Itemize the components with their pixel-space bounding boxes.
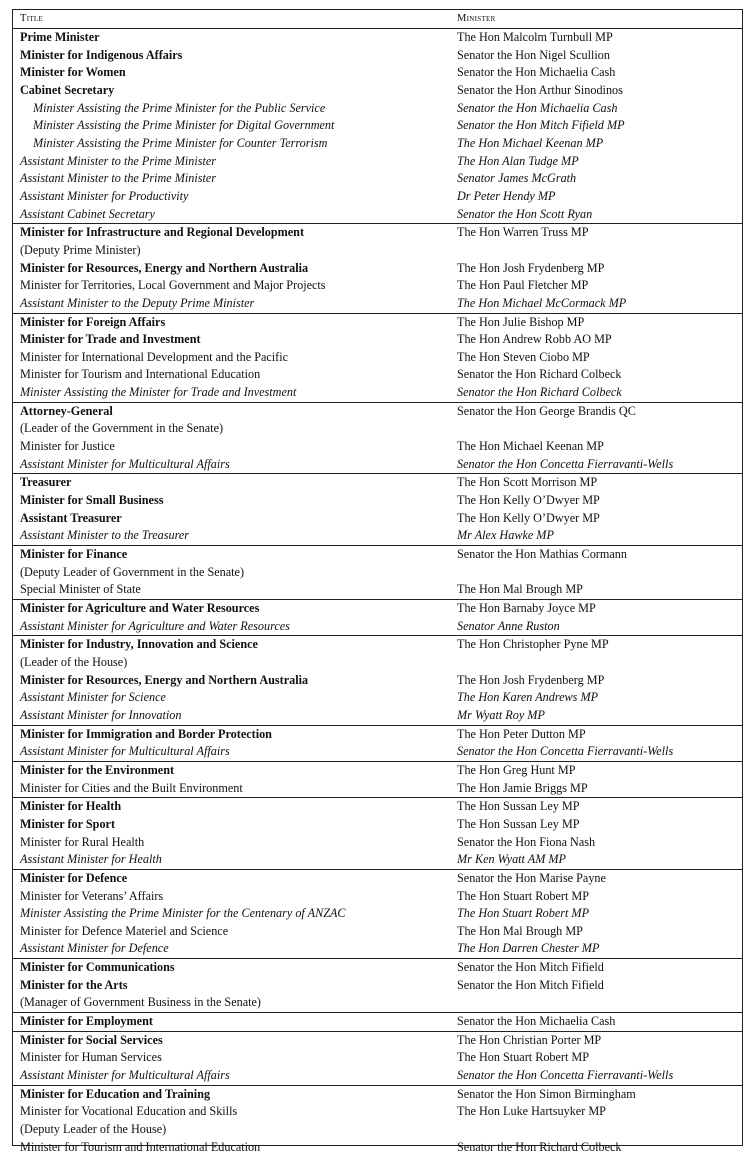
- minister-name: The Hon Michael Keenan MP: [450, 438, 742, 456]
- minister-name: The Hon Malcolm Turnbull MP: [450, 29, 742, 47]
- table-row: [13, 100, 742, 118]
- table-row: [13, 672, 742, 690]
- minister-name: The Hon Julie Bishop MP: [450, 313, 742, 331]
- position-title: Minister for Social Services: [13, 1031, 450, 1049]
- minister-name: Senator the Hon Richard Colbeck: [450, 366, 742, 384]
- table-row: [13, 707, 742, 725]
- minister-name: The Hon Sussan Ley MP: [450, 816, 742, 834]
- position-title: Minister for the Arts: [13, 977, 450, 995]
- minister-name: Senator the Hon Fiona Nash: [450, 834, 742, 852]
- position-title: Minister for Health: [13, 798, 450, 816]
- table-row: [13, 1103, 742, 1121]
- position-title: Assistant Minister for Productivity: [13, 188, 450, 206]
- minister-name: Senator the Hon Richard Colbeck: [450, 1139, 742, 1156]
- minister-name: Senator the Hon Mitch Fifield: [450, 977, 742, 995]
- position-title: Minister for Sport: [13, 816, 450, 834]
- position-title: Assistant Minister to the Prime Minister: [13, 170, 450, 188]
- table-row: [13, 618, 742, 636]
- table-row: [13, 349, 742, 367]
- position-title: Minister for Finance: [13, 546, 450, 564]
- position-title: (Manager of Government Business in the Senate): [13, 994, 450, 1012]
- minister-name: The Hon Mal Brough MP: [450, 923, 742, 941]
- minister-name: Senator the Hon George Brandis QC: [450, 402, 742, 420]
- table-row: [13, 295, 742, 313]
- minister-name: Senator the Hon Concetta Fierravanti-Wells: [450, 1067, 742, 1085]
- minister-name: [450, 242, 742, 260]
- minister-name: [450, 994, 742, 1012]
- position-title: Assistant Minister to the Prime Minister: [13, 153, 450, 171]
- table-row: [13, 564, 742, 582]
- table-row: [13, 905, 742, 923]
- table-row: [13, 277, 742, 295]
- position-title: Minister Assisting the Minister for Trade and Investment: [13, 384, 450, 402]
- table-row: [13, 47, 742, 65]
- table-row: [13, 546, 742, 564]
- position-title: Minister for Cities and the Built Environment: [13, 780, 450, 798]
- position-title: Minister for Resources, Energy and Northern Australia: [13, 672, 450, 690]
- minister-name: Senator the Hon Concetta Fierravanti-Wells: [450, 743, 742, 761]
- minister-name: The Hon Greg Hunt MP: [450, 761, 742, 779]
- minister-name: The Hon Karen Andrews MP: [450, 689, 742, 707]
- minister-name: Mr Alex Hawke MP: [450, 527, 742, 545]
- table-row: [13, 851, 742, 869]
- position-title: Assistant Minister for Multicultural Affairs: [13, 456, 450, 474]
- minister-name: Senator the Hon Mathias Cormann: [450, 546, 742, 564]
- minister-name: The Hon Christopher Pyne MP: [450, 636, 742, 654]
- position-title: Minister for Industry, Innovation and Science: [13, 636, 450, 654]
- position-title: (Deputy Leader of the House): [13, 1121, 450, 1139]
- minister-name: The Hon Jamie Briggs MP: [450, 780, 742, 798]
- table-row: [13, 420, 742, 438]
- table-row: [13, 636, 742, 654]
- table-row: [13, 1067, 742, 1085]
- minister-name: Mr Wyatt Roy MP: [450, 707, 742, 725]
- table-row: [13, 188, 742, 206]
- table-row: [13, 581, 742, 599]
- minister-name: Senator the Hon Marise Payne: [450, 869, 742, 887]
- table-row: [13, 260, 742, 278]
- position-title: Minister for the Environment: [13, 761, 450, 779]
- position-title: Minister for Resources, Energy and Northern Australia: [13, 260, 450, 278]
- minister-name: The Hon Andrew Robb AO MP: [450, 331, 742, 349]
- minister-name: The Hon Scott Morrison MP: [450, 474, 742, 492]
- minister-name: [450, 1121, 742, 1139]
- position-title: Minister for Communications: [13, 959, 450, 977]
- position-title: Assistant Minister to the Treasurer: [13, 527, 450, 545]
- minister-name: The Hon Peter Dutton MP: [450, 725, 742, 743]
- table-row: [13, 816, 742, 834]
- table-row: [13, 153, 742, 171]
- position-title: Minister for Agriculture and Water Resources: [13, 600, 450, 618]
- table-row: [13, 1139, 742, 1156]
- table-row: [13, 994, 742, 1012]
- ministry-document: [12, 9, 743, 1146]
- table-row: [13, 923, 742, 941]
- position-title: Minister for Territories, Local Government and Major Projects: [13, 277, 450, 295]
- minister-name: Senator the Hon Simon Birmingham: [450, 1085, 742, 1103]
- position-title: Assistant Minister to the Deputy Prime Minister: [13, 295, 450, 313]
- table-row: [13, 313, 742, 331]
- minister-name: Mr Ken Wyatt AM MP: [450, 851, 742, 869]
- table-row: [13, 527, 742, 545]
- position-title: Minister for Employment: [13, 1013, 450, 1032]
- table-row: [13, 780, 742, 798]
- minister-name: The Hon Christian Porter MP: [450, 1031, 742, 1049]
- position-title: Assistant Minister for Innovation: [13, 707, 450, 725]
- position-title: Minister for Education and Training: [13, 1085, 450, 1103]
- position-title: Minister for Veterans’ Affairs: [13, 888, 450, 906]
- table-row: [13, 977, 742, 995]
- table-row: [13, 798, 742, 816]
- minister-name: Senator the Hon Scott Ryan: [450, 206, 742, 224]
- minister-name: The Hon Kelly O’Dwyer MP: [450, 510, 742, 528]
- minister-name: The Hon Kelly O’Dwyer MP: [450, 492, 742, 510]
- position-title: Assistant Cabinet Secretary: [13, 206, 450, 224]
- minister-name: [450, 564, 742, 582]
- table-row: [13, 438, 742, 456]
- table-row: [13, 654, 742, 672]
- position-title: Treasurer: [13, 474, 450, 492]
- position-title: (Leader of the House): [13, 654, 450, 672]
- position-title: Minister Assisting the Prime Minister for the Centenary of ANZAC: [13, 905, 450, 923]
- table-row: [13, 492, 742, 510]
- position-title: Minister for Infrastructure and Regional Development: [13, 224, 450, 242]
- minister-name: The Hon Paul Fletcher MP: [450, 277, 742, 295]
- position-title: Cabinet Secretary: [13, 82, 450, 100]
- minister-name: The Hon Mal Brough MP: [450, 581, 742, 599]
- minister-name: The Hon Sussan Ley MP: [450, 798, 742, 816]
- position-title: Assistant Minister for Agriculture and Water Resources: [13, 618, 450, 636]
- minister-name: The Hon Steven Ciobo MP: [450, 349, 742, 367]
- table-row: [13, 224, 742, 242]
- position-title: Minister for Human Services: [13, 1049, 450, 1067]
- table-row: [13, 1031, 742, 1049]
- table-row: [13, 1049, 742, 1067]
- position-title: Minister for Small Business: [13, 492, 450, 510]
- position-title: Minister for Tourism and International Education: [13, 366, 450, 384]
- minister-name: The Hon Josh Frydenberg MP: [450, 672, 742, 690]
- table-row: [13, 689, 742, 707]
- minister-name: The Hon Stuart Robert MP: [450, 888, 742, 906]
- position-title: Minister Assisting the Prime Minister for Digital Government: [13, 117, 450, 135]
- position-title: (Leader of the Government in the Senate): [13, 420, 450, 438]
- minister-name: The Hon Michael McCormack MP: [450, 295, 742, 313]
- table-row: [13, 1013, 742, 1032]
- table-body: [13, 29, 742, 1156]
- position-title: Minister for Foreign Affairs: [13, 313, 450, 331]
- position-title: Assistant Minister for Science: [13, 689, 450, 707]
- table-row: [13, 725, 742, 743]
- minister-name: [450, 654, 742, 672]
- position-title: Minister for Tourism and International Education: [13, 1139, 450, 1156]
- minister-name: [450, 420, 742, 438]
- position-title: Attorney-General: [13, 402, 450, 420]
- table-row: [13, 29, 742, 47]
- table-row: [13, 959, 742, 977]
- table-row: [13, 366, 742, 384]
- position-title: Special Minister of State: [13, 581, 450, 599]
- position-title: Minister for Justice: [13, 438, 450, 456]
- minister-name: The Hon Stuart Robert MP: [450, 1049, 742, 1067]
- table-row: [13, 834, 742, 852]
- title-column-header: Title: [13, 10, 450, 29]
- table-row: [13, 170, 742, 188]
- position-title: Minister Assisting the Prime Minister for the Public Service: [13, 100, 450, 118]
- minister-name: The Hon Stuart Robert MP: [450, 905, 742, 923]
- position-title: Prime Minister: [13, 29, 450, 47]
- table-row: [13, 242, 742, 260]
- minister-name: The Hon Josh Frydenberg MP: [450, 260, 742, 278]
- minister-name: Senator the Hon Richard Colbeck: [450, 384, 742, 402]
- table-row: [13, 743, 742, 761]
- table-row: [13, 402, 742, 420]
- minister-name: The Hon Alan Tudge MP: [450, 153, 742, 171]
- table-row: [13, 1121, 742, 1139]
- minister-name: The Hon Luke Hartsuyker MP: [450, 1103, 742, 1121]
- table-row: [13, 64, 742, 82]
- position-title: Minister for Defence Materiel and Science: [13, 923, 450, 941]
- position-title: Minister for Immigration and Border Protection: [13, 725, 450, 743]
- table-row: [13, 117, 742, 135]
- position-title: (Deputy Prime Minister): [13, 242, 450, 260]
- position-title: Minister for Vocational Education and Skills: [13, 1103, 450, 1121]
- minister-name: Senator the Hon Michaelia Cash: [450, 100, 742, 118]
- table-row: [13, 206, 742, 224]
- position-title: Assistant Minister for Multicultural Affairs: [13, 743, 450, 761]
- minister-name: Senator the Hon Nigel Scullion: [450, 47, 742, 65]
- minister-name: The Hon Michael Keenan MP: [450, 135, 742, 153]
- minister-name: The Hon Barnaby Joyce MP: [450, 600, 742, 618]
- ministry-table: [13, 10, 742, 1156]
- table-row: [13, 510, 742, 528]
- minister-name: Senator Anne Ruston: [450, 618, 742, 636]
- table-row: [13, 869, 742, 887]
- minister-name: The Hon Warren Truss MP: [450, 224, 742, 242]
- position-title: Minister for Rural Health: [13, 834, 450, 852]
- minister-name: Senator the Hon Michaelia Cash: [450, 64, 742, 82]
- position-title: Assistant Minister for Health: [13, 851, 450, 869]
- position-title: Assistant Treasurer: [13, 510, 450, 528]
- position-title: Minister for Defence: [13, 869, 450, 887]
- minister-name: Senator the Hon Concetta Fierravanti-Wells: [450, 456, 742, 474]
- position-title: (Deputy Leader of Government in the Senate): [13, 564, 450, 582]
- table-row: [13, 135, 742, 153]
- table-row: [13, 331, 742, 349]
- table-row: [13, 384, 742, 402]
- table-row: [13, 82, 742, 100]
- position-title: Minister for Women: [13, 64, 450, 82]
- minister-column-header: Minister: [450, 10, 742, 29]
- table-row: [13, 456, 742, 474]
- table-row: [13, 761, 742, 779]
- minister-name: Senator the Hon Michaelia Cash: [450, 1013, 742, 1032]
- position-title: Assistant Minister for Multicultural Affairs: [13, 1067, 450, 1085]
- table-row: [13, 1085, 742, 1103]
- minister-name: Senator James McGrath: [450, 170, 742, 188]
- minister-name: Senator the Hon Mitch Fifield MP: [450, 117, 742, 135]
- position-title: Assistant Minister for Defence: [13, 940, 450, 958]
- minister-name: Dr Peter Hendy MP: [450, 188, 742, 206]
- table-row: [13, 600, 742, 618]
- table-header: [13, 10, 742, 29]
- table-row: [13, 474, 742, 492]
- table-row: [13, 888, 742, 906]
- position-title: Minister for Trade and Investment: [13, 331, 450, 349]
- minister-name: The Hon Darren Chester MP: [450, 940, 742, 958]
- minister-name: Senator the Hon Arthur Sinodinos: [450, 82, 742, 100]
- position-title: Minister for International Development and the Pacific: [13, 349, 450, 367]
- position-title: Minister Assisting the Prime Minister for Counter Terrorism: [13, 135, 450, 153]
- minister-name: Senator the Hon Mitch Fifield: [450, 959, 742, 977]
- table-row: [13, 940, 742, 958]
- position-title: Minister for Indigenous Affairs: [13, 47, 450, 65]
